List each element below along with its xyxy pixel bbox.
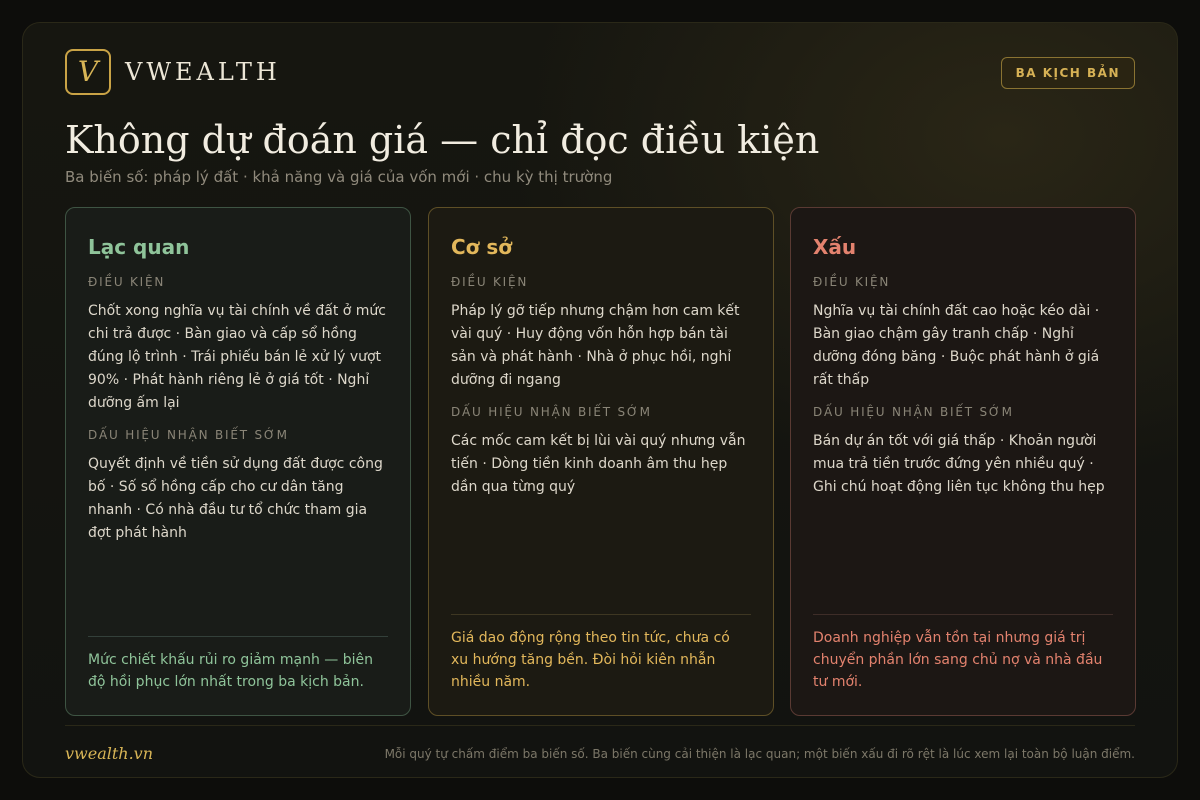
- brand-logo: V: [65, 49, 111, 95]
- footer-divider: [65, 725, 1135, 726]
- footer-url[interactable]: vwealth.vn: [65, 744, 154, 763]
- scenario-outcome: Mức chiết khấu rủi ro giảm mạnh — biên độ hồi phục lớn nhất trong ba kịch bản.: [88, 636, 388, 693]
- conditions-label: ĐIỀU KIỆN: [451, 275, 529, 289]
- signals-text: Bán dự án tốt với giá thấp · Khoản người mua trả tiền trước đứng yên nhiều quý · Ghi chú hoạt động liên tục không thu hẹp: [813, 433, 1105, 495]
- signals-text: Các mốc cam kết bị lùi vài quý nhưng vẫn tiến · Dòng tiền kinh doanh âm thu hẹp dần qua từng quý: [451, 433, 746, 495]
- signals-label: DẤU HIỆU NHẬN BIẾT SỚM: [451, 405, 652, 419]
- page-title: Không dự đoán giá — chỉ đọc điều kiện: [65, 118, 820, 162]
- conditions-text: Pháp lý gỡ tiếp nhưng chậm hơn cam kết vài quý · Huy động vốn hỗn hợp bán tài sản và phát hành · Nhà ở phục hồi, nghỉ dưỡng đi ngang: [451, 303, 740, 388]
- brand-name: VWEALTH: [125, 58, 281, 86]
- scenario-card-bad: [790, 207, 1136, 716]
- scenario-badge: BA KỊCH BẢN: [1001, 57, 1135, 89]
- conditions-text: Nghĩa vụ tài chính đất cao hoặc kéo dài · Bàn giao chậm gây tranh chấp · Nghỉ dưỡng đóng băng · Buộc phát hành ở giá rất thấp: [813, 303, 1100, 388]
- scenario-outcome: Doanh nghiệp vẫn tồn tại nhưng giá trị chuyển phần lớn sang chủ nợ và nhà đầu tư mới.: [813, 614, 1113, 693]
- header: [65, 49, 1135, 95]
- signals-label: DẤU HIỆU NHẬN BIẾT SỚM: [813, 405, 1014, 419]
- scenario-title: Lạc quan: [88, 235, 190, 259]
- conditions-label: ĐIỀU KIỆN: [813, 275, 891, 289]
- signals-text: Quyết định về tiền sử dụng đất được công bố · Số sổ hồng cấp cho cư dân tăng nhanh · Có nhà đầu tư tổ chức tham gia đợt phát hành: [88, 456, 383, 541]
- scenario-card-base: [428, 207, 774, 716]
- conditions-label: ĐIỀU KIỆN: [88, 275, 166, 289]
- page-frame: [22, 22, 1178, 778]
- scenario-title: Xấu: [813, 235, 857, 259]
- scenario-card-optimistic: [65, 207, 411, 716]
- scenario-title: Cơ sở: [451, 235, 513, 259]
- scenario-outcome: Giá dao động rộng theo tin tức, chưa có xu hướng tăng bền. Đòi hỏi kiên nhẫn nhiều năm.: [451, 614, 751, 693]
- page-subtitle: Ba biến số: pháp lý đất · khả năng và giá của vốn mới · chu kỳ thị trường: [65, 168, 613, 186]
- conditions-text: Chốt xong nghĩa vụ tài chính về đất ở mức chi trả được · Bàn giao và cấp sổ hồng đúng lộ trình · Trái phiếu bán lẻ xử lý vượt 90% · Phát hành riêng lẻ ở giá tốt · Nghỉ dưỡng ấm lại: [88, 303, 386, 411]
- footer-note: Mỗi quý tự chấm điểm ba biến số. Ba biến cùng cải thiện là lạc quan; một biến xấu đi rõ rệt là lúc xem lại toàn bộ luận điểm.: [384, 747, 1135, 761]
- signals-label: DẤU HIỆU NHẬN BIẾT SỚM: [88, 428, 289, 442]
